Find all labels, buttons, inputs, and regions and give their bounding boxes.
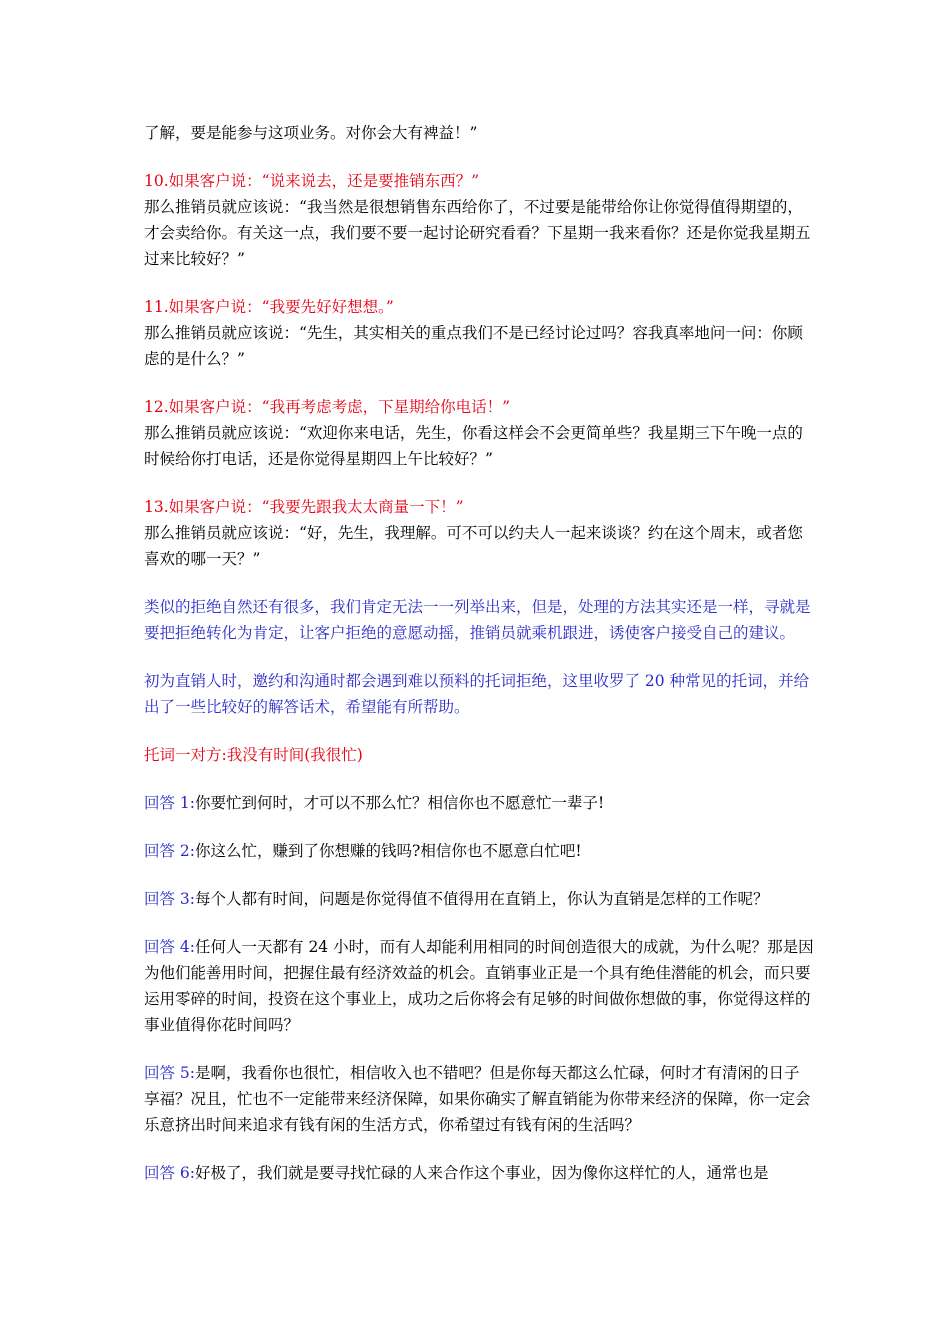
excuse-title: 托词一对方:我没有时间(我很忙) bbox=[144, 746, 363, 764]
objection-reply: 那么推销员就应该说：“好，先生，我理解。可不可以约夫人一起来谈谈？约在这个周末，或者您喜欢的哪一天？” bbox=[144, 524, 803, 568]
answer-5 bbox=[144, 1060, 814, 1138]
objection-reply: 那么推销员就应该说：“欢迎你来电话，先生，你看这样会不会更简单些？我星期三下午晚一点的时候给你打电话，还是你觉得星期四上午比较好？” bbox=[144, 424, 803, 468]
objection-13 bbox=[144, 494, 814, 572]
objection-12 bbox=[144, 394, 814, 472]
summary-paragraph-1: 类似的拒绝自然还有很多，我们肯定无法一一列举出来，但是，处理的方法其实还是一样，寻就是要把拒绝转化为肯定，让客户拒绝的意愿动摇，推销员就乘机跟进，诱使客户接受自己的建议。 bbox=[144, 598, 811, 642]
answer-text: 每个人都有时间，问题是你觉得值不值得用在直销上，你认为直销是怎样的工作呢？ bbox=[195, 890, 769, 908]
summary-paragraph-2: 初为直销人时，邀约和沟通时都会遇到难以预料的托词拒绝，这里收罗了 20 种常见的托词，并给出了一些比较好的解答话术，希望能有所帮助。 bbox=[144, 672, 810, 716]
answer-label: 回答 6: bbox=[144, 1164, 196, 1182]
answer-6 bbox=[144, 1160, 814, 1186]
objection-title: 13.如果客户说：“我要先跟我太太商量一下！” bbox=[144, 498, 464, 516]
objection-title: 12.如果客户说：“我再考虑考虑，下星期给你电话！” bbox=[144, 398, 510, 416]
objection-title: 10.如果客户说：“说来说去，还是要推销东西？” bbox=[144, 172, 479, 190]
answer-text: 任何人一天都有 24 小时，而有人却能利用相同的时间创造很大的成就，为什么呢？那是因为他们能善用时间，把握住最有经济效益的机会。直销事业正是一个具有绝佳潜能的机会，而只要运用零碎的时间，投资在这个事业上，成功之后你将会有足够的时间做你想做的事，你觉得这样的事业值得你花时间吗？ bbox=[144, 938, 814, 1034]
answer-label: 回答 3: bbox=[144, 890, 196, 908]
objection-10 bbox=[144, 168, 814, 272]
answer-4 bbox=[144, 934, 814, 1038]
answer-2 bbox=[144, 838, 814, 864]
answer-text: 你要忙到何时，才可以不那么忙？相信你也不愿意忙一辈子! bbox=[195, 794, 605, 812]
intro-tail-paragraph: 了解，要是能参与这项业务。对你会大有裨益！” bbox=[144, 124, 478, 142]
answer-label: 回答 2: bbox=[144, 842, 196, 860]
answer-1 bbox=[144, 790, 814, 816]
objection-reply: 那么推销员就应该说：“我当然是很想销售东西给你了，不过要是能带给你让你觉得值得期望的，才会卖给你。有关这一点，我们要不要一起讨论研究看看？下星期一我来看你？还是你觉我星期五过来比较好？” bbox=[144, 198, 811, 268]
answer-label: 回答 1: bbox=[144, 794, 196, 812]
objection-11 bbox=[144, 294, 814, 372]
objection-title: 11.如果客户说：“我要先好好想想。” bbox=[144, 298, 394, 316]
document-body bbox=[144, 120, 814, 1208]
answer-label: 回答 4: bbox=[144, 938, 196, 956]
answer-text: 你这么忙，赚到了你想赚的钱吗?相信你也不愿意白忙吧! bbox=[195, 842, 582, 860]
objection-reply: 那么推销员就应该说：“先生，其实相关的重点我们不是已经讨论过吗？容我真率地问一问：你顾虑的是什么？” bbox=[144, 324, 803, 368]
answer-text: 好极了，我们就是要寻找忙碌的人来合作这个事业，因为像你这样忙的人，通常也是 bbox=[195, 1164, 769, 1182]
answer-3 bbox=[144, 886, 814, 912]
answer-text: 是啊，我看你也很忙，相信收入也不错吧？但是你每天都这么忙碌，何时才有清闲的日子享福？况且，忙也不一定能带来经济保障，如果你确实了解直销能为你带来经济的保障，你一定会乐意挤出时间来追求有钱有闲的生活方式，你希望过有钱有闲的生活吗？ bbox=[144, 1064, 811, 1134]
answer-label: 回答 5: bbox=[144, 1064, 196, 1082]
